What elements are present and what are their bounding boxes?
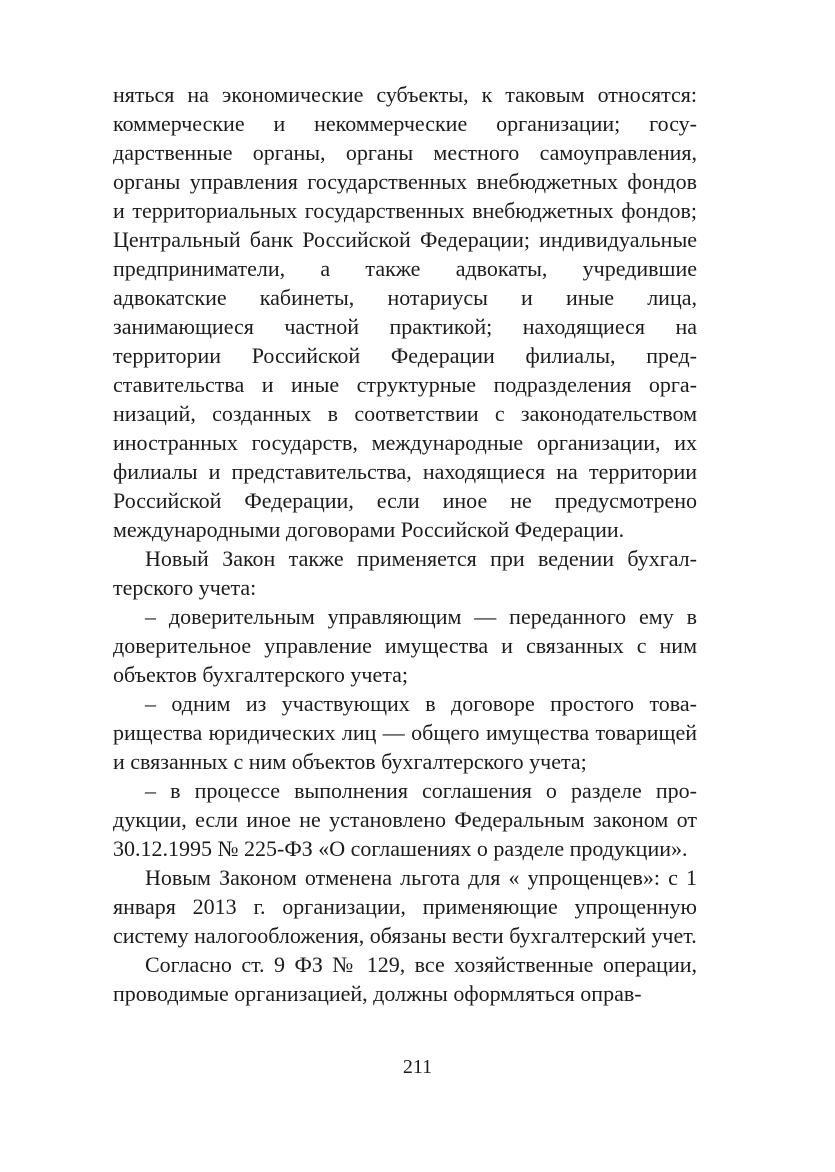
page-number: 211	[402, 1056, 433, 1078]
paragraph-law-applies: Новый Закон также применяется при ведении бухгалтерского учета:	[113, 546, 697, 600]
paragraph-article-9: Согласно ст. 9 ФЗ № 129, все хозяйственные операции, проводимые организацией, должны оформляться оправ-	[113, 952, 697, 1006]
paragraph-entities-list: няться на экономические субъекты, к таковым относятся: коммерческие и некоммерческие организации; государственные органы, органы местного самоуправления, органы управления государственных внебюджетных фондов и территориальных государственных внебюджетных фондов; Центральный банк Российской Федерации; индивидуальные предприниматели, а также адвокаты, учредившие адвокатские кабинеты, нотариусы и иные лица, занимающиеся частной практикой; находящиеся на территории Российской Федерации филиалы, представительства и иные структурные подразделения организаций, созданных в соответствии с законодательством иностранных государств, международные организации, их филиалы и представительства, находящиеся на территории Российской Федерации, если иное не предусмотрено международными договорами Российской Федерации.	[113, 82, 697, 542]
page-text	[113, 80, 697, 1008]
list-item-trustee: – доверительным управляющим — переданного ему в доверительное управление имущества и связанных с ним объектов бухгалтерского учета;	[113, 604, 697, 687]
paragraph-simplified-tax: Новым Законом отменена льгота для « упрощенцев»: с 1 января 2013 г. организации, применяющие упрощенную систему налогообложения, обязаны вести бухгалтерский учет.	[113, 865, 697, 948]
list-item-production-sharing: – в процессе выполнения соглашения о разделе продукции, если иное не установлено Федеральным законом от 30.12.1995 № 225-ФЗ «О соглашениях о разделе продукции».	[113, 778, 697, 861]
list-item-partnership: – одним из участвующих в договоре простого товарищества юридических лиц — общего имущества товарищей и связанных с ним объектов бухгалтерского учета;	[113, 691, 697, 774]
